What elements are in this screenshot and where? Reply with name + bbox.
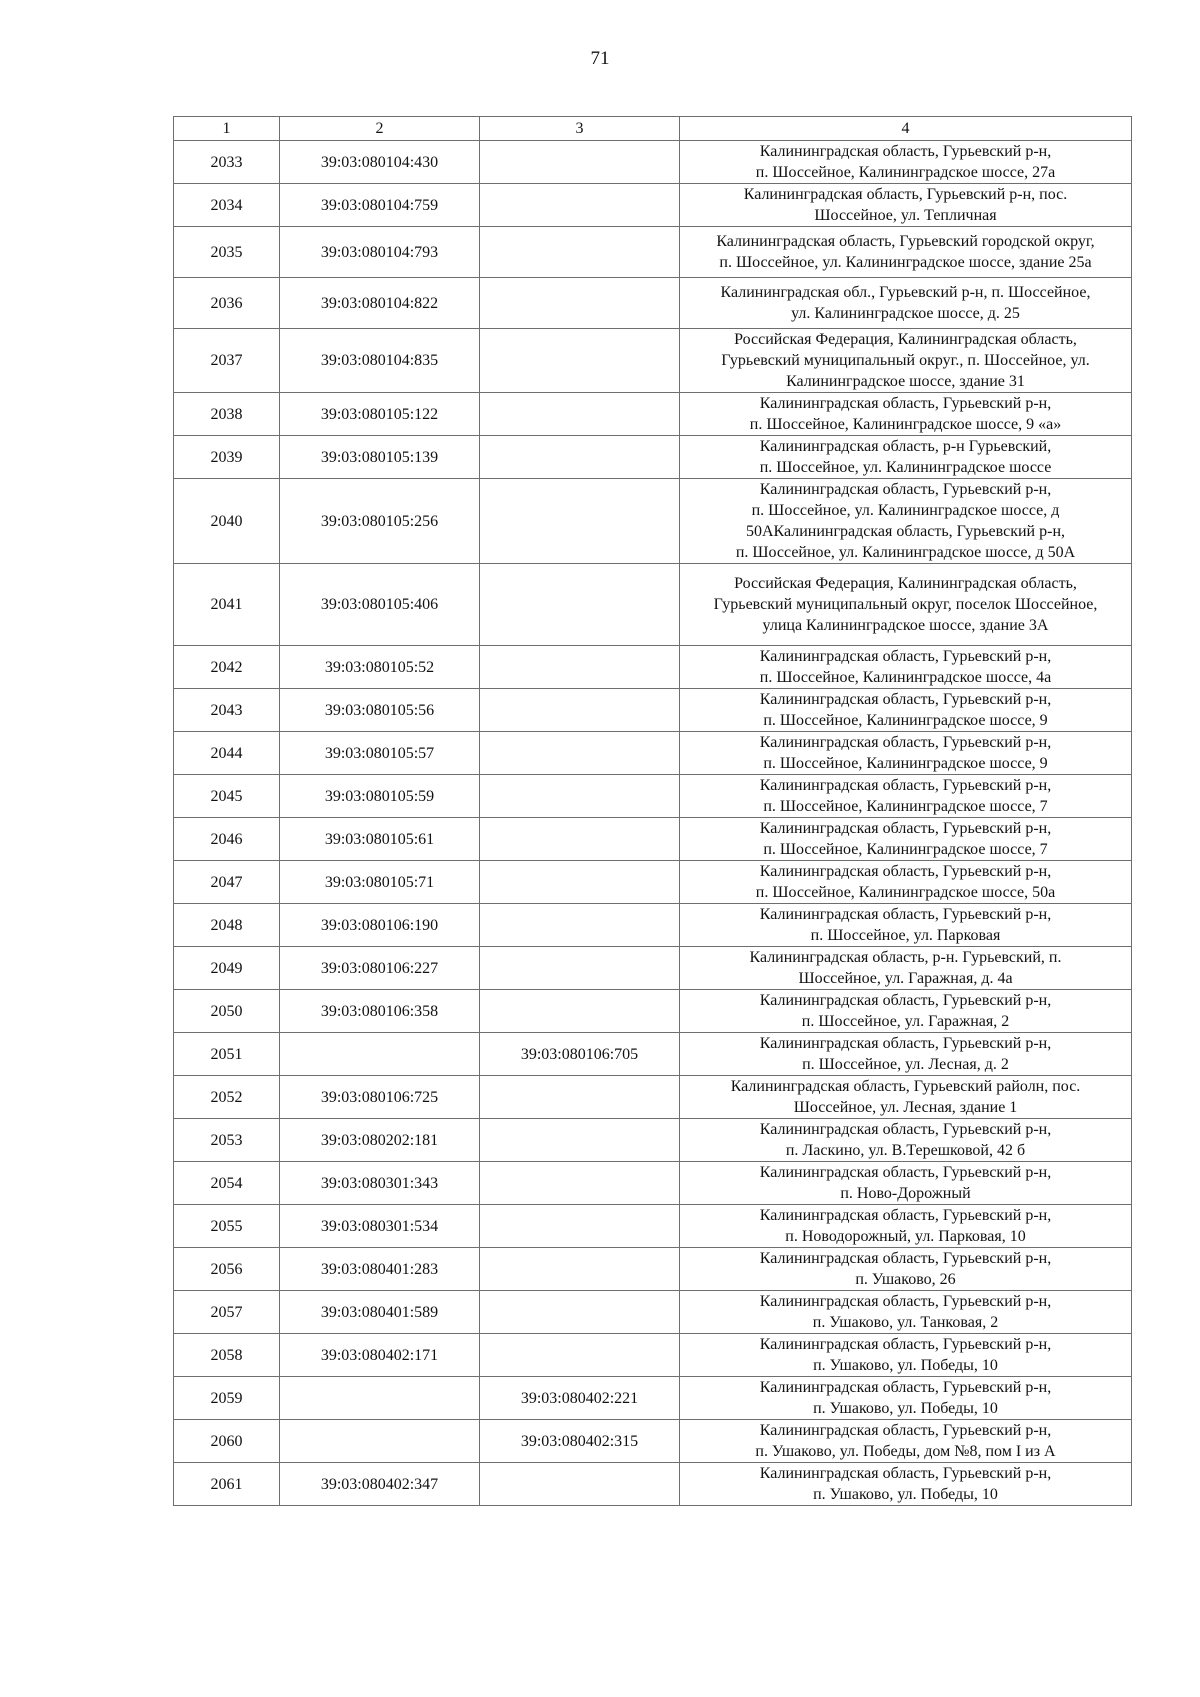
cadastral-number-cell: 39:03:080402:347 [280, 1463, 480, 1506]
cadastral-number-cell: 39:03:080105:71 [280, 861, 480, 904]
address-line: п. Шоссейное, Калининградское шоссе, 4а [759, 669, 1052, 686]
row-number-cell: 2052 [174, 1076, 280, 1119]
address-line: Калининградская область, Гурьевский р-н, [759, 734, 1052, 751]
address-line: Калининградская область, Гурьевский р-н, [759, 1293, 1052, 1310]
address-cell [680, 393, 1132, 436]
cadastral-number-alt-cell [480, 1463, 680, 1506]
address-line: п. Ушаково, 26 [855, 1271, 956, 1288]
address-cell [680, 1420, 1132, 1463]
table-row [174, 904, 1132, 947]
cadastral-number-cell: 39:03:080105:122 [280, 393, 480, 436]
row-number-cell: 2053 [174, 1119, 280, 1162]
row-number-cell: 2061 [174, 1463, 280, 1506]
row-number-cell: 2059 [174, 1377, 280, 1420]
cadastral-number-cell: 39:03:080401:283 [280, 1248, 480, 1291]
cadastral-number-cell: 39:03:080106:227 [280, 947, 480, 990]
address-cell [680, 775, 1132, 818]
cadastral-number-alt-cell [480, 689, 680, 732]
row-number-cell: 2050 [174, 990, 280, 1033]
cadastral-number-cell: 39:03:080104:430 [280, 141, 480, 184]
address-cell [680, 564, 1132, 646]
address-line: Калининградская обл., Гурьевский р-н, п. Шоссейное, [720, 284, 1091, 301]
address-line: Калининградская область, Гурьевский р-н, [759, 648, 1052, 665]
cadastral-number-alt-cell [480, 141, 680, 184]
address-line: Калининградская область, р-н. Гурьевский, п. [749, 949, 1062, 966]
cadastral-number-cell: 39:03:080105:59 [280, 775, 480, 818]
table-row [174, 947, 1132, 990]
cadastral-number-alt-cell [480, 732, 680, 775]
row-number-cell: 2056 [174, 1248, 280, 1291]
cadastral-number-alt-cell [480, 436, 680, 479]
address-cell [680, 1291, 1132, 1334]
cadastral-number-cell [280, 1033, 480, 1076]
cadastral-number-alt-cell: 39:03:080106:705 [480, 1033, 680, 1076]
address-line: Гурьевский муниципальный округ, поселок Шоссейное, [713, 596, 1098, 613]
row-number-cell: 2048 [174, 904, 280, 947]
row-number-cell: 2051 [174, 1033, 280, 1076]
address-line: Калининградская область, Гурьевский р-н, [759, 1422, 1052, 1439]
cadastral-number-cell [280, 1377, 480, 1420]
cadastral-number-cell: 39:03:080105:57 [280, 732, 480, 775]
header-row [174, 117, 1132, 141]
cadastral-number-cell [280, 1420, 480, 1463]
row-number-cell: 2060 [174, 1420, 280, 1463]
address-line: Калининградская область, Гурьевский р-н, [759, 1207, 1052, 1224]
table-row [174, 184, 1132, 227]
address-line: Российская Федерация, Калининградская область, [734, 575, 1077, 592]
cadastral-number-cell: 39:03:080106:190 [280, 904, 480, 947]
table-body [174, 141, 1132, 1506]
address-line: п. Шоссейное, Калининградское шоссе, 50а [755, 884, 1056, 901]
cadastral-number-alt-cell [480, 329, 680, 393]
address-line: п. Шоссейное, Калининградское шоссе, 9 [763, 712, 1048, 729]
cadastral-number-cell: 39:03:080105:52 [280, 646, 480, 689]
address-line: п. Шоссейное, Калининградское шоссе, 27а [755, 164, 1056, 181]
table-row [174, 1334, 1132, 1377]
table-row [174, 1076, 1132, 1119]
row-number-cell: 2042 [174, 646, 280, 689]
cadastral-number-cell: 39:03:080105:61 [280, 818, 480, 861]
address-line: Калининградская область, р-н Гурьевский, [759, 438, 1052, 455]
cadastral-number-cell: 39:03:080106:358 [280, 990, 480, 1033]
address-line: Калининградская область, Гурьевский р-н, [759, 1164, 1052, 1181]
row-number-cell: 2045 [174, 775, 280, 818]
cadastral-number-cell: 39:03:080105:256 [280, 479, 480, 564]
address-cell [680, 732, 1132, 775]
address-cell [680, 1463, 1132, 1506]
table-row [174, 1162, 1132, 1205]
table-row [174, 564, 1132, 646]
table-row [174, 1377, 1132, 1420]
cadastral-number-alt-cell: 39:03:080402:315 [480, 1420, 680, 1463]
address-line: п. Шоссейное, ул. Лесная, д. 2 [802, 1056, 1009, 1073]
address-cell [680, 1377, 1132, 1420]
row-number-cell: 2049 [174, 947, 280, 990]
address-line: Калининградская область, Гурьевский р-н, [759, 820, 1052, 837]
address-cell [680, 990, 1132, 1033]
address-line: Шоссейное, ул. Гаражная, д. 4а [798, 970, 1013, 987]
address-line: Гурьевский муниципальный округ., п. Шоссейное, ул. [721, 352, 1090, 369]
address-line: п. Новодорожный, ул. Парковая, 10 [785, 1228, 1026, 1245]
page-number: 71 [590, 48, 610, 69]
address-line: п. Ушаково, ул. Победы, 10 [813, 1357, 998, 1374]
cadastral-number-cell: 39:03:080104:835 [280, 329, 480, 393]
table-row [174, 818, 1132, 861]
row-number-cell: 2037 [174, 329, 280, 393]
cadastral-number-alt-cell [480, 990, 680, 1033]
cadastral-number-cell: 39:03:080105:56 [280, 689, 480, 732]
address-line: Российская Федерация, Калининградская область, [734, 331, 1077, 348]
cadastral-number-alt-cell [480, 1162, 680, 1205]
cadastral-number-cell: 39:03:080105:406 [280, 564, 480, 646]
address-line: Калининградская область, Гурьевский р-н, [759, 906, 1052, 923]
column-header: 2 [280, 117, 480, 141]
address-cell [680, 184, 1132, 227]
cadastral-number-cell: 39:03:080402:171 [280, 1334, 480, 1377]
table-row [174, 329, 1132, 393]
cadastral-number-cell: 39:03:080104:793 [280, 227, 480, 278]
address-line: 50АКалининградская область, Гурьевский р-н, [746, 523, 1065, 540]
cadastral-number-alt-cell [480, 227, 680, 278]
table-row [174, 775, 1132, 818]
cadastral-number-alt-cell [480, 947, 680, 990]
address-line: п. Шоссейное, Калининградское шоссе, 7 [763, 798, 1048, 815]
address-line: п. Шоссейное, Калининградское шоссе, 7 [763, 841, 1048, 858]
cadastral-number-alt-cell [480, 904, 680, 947]
row-number-cell: 2047 [174, 861, 280, 904]
table-row [174, 1420, 1132, 1463]
address-line: Шоссейное, ул. Тепличная [814, 207, 997, 224]
cadastral-number-alt-cell [480, 1248, 680, 1291]
cadastral-number-alt-cell [480, 564, 680, 646]
cadastral-number-cell: 39:03:080105:139 [280, 436, 480, 479]
address-line: п. Ушаково, ул. Победы, 10 [813, 1486, 998, 1503]
table-row [174, 278, 1132, 329]
table-row [174, 732, 1132, 775]
cadastral-number-alt-cell [480, 1334, 680, 1377]
row-number-cell: 2054 [174, 1162, 280, 1205]
address-cell [680, 904, 1132, 947]
address-cell [680, 947, 1132, 990]
address-line: п. Ласкино, ул. В.Терешковой, 42 б [785, 1142, 1026, 1159]
cadastral-number-alt-cell [480, 393, 680, 436]
address-line: Калининградская область, Гурьевский р-н, [759, 143, 1052, 160]
table-row [174, 227, 1132, 278]
table-row [174, 1205, 1132, 1248]
row-number-cell: 2058 [174, 1334, 280, 1377]
address-line: Шоссейное, ул. Лесная, здание 1 [793, 1099, 1018, 1116]
row-number-cell: 2034 [174, 184, 280, 227]
address-cell [680, 818, 1132, 861]
address-cell [680, 227, 1132, 278]
row-number-cell: 2040 [174, 479, 280, 564]
table-row [174, 141, 1132, 184]
cadastral-number-alt-cell [480, 278, 680, 329]
address-cell [680, 278, 1132, 329]
address-cell [680, 1033, 1132, 1076]
row-number-cell: 2033 [174, 141, 280, 184]
address-line: п. Ушаково, ул. Победы, дом №8, пом I из А [755, 1443, 1056, 1460]
cadastral-number-alt-cell [480, 818, 680, 861]
address-line: Калининградская область, Гурьевский р-н, [759, 1250, 1052, 1267]
table-row [174, 436, 1132, 479]
cadastral-number-alt-cell [480, 479, 680, 564]
cadastral-number-cell: 39:03:080202:181 [280, 1119, 480, 1162]
cadastral-number-alt-cell [480, 1119, 680, 1162]
registry-table [173, 116, 1132, 1506]
address-cell [680, 329, 1132, 393]
row-number-cell: 2035 [174, 227, 280, 278]
address-line: Калининградская область, Гурьевский р-н, [759, 395, 1052, 412]
table-row [174, 990, 1132, 1033]
address-line: п. Шоссейное, Калининградское шоссе, 9 [763, 755, 1048, 772]
cadastral-number-alt-cell [480, 1076, 680, 1119]
address-cell [680, 1248, 1132, 1291]
address-cell [680, 1076, 1132, 1119]
cadastral-number-cell: 39:03:080401:589 [280, 1291, 480, 1334]
table-row [174, 689, 1132, 732]
table-row [174, 1119, 1132, 1162]
address-line: Калининградская область, Гурьевский городской округ, [716, 233, 1095, 250]
row-number-cell: 2038 [174, 393, 280, 436]
address-line: Калининградская область, Гурьевский р-н, [759, 863, 1052, 880]
table-row [174, 479, 1132, 564]
address-cell [680, 646, 1132, 689]
address-line: Калининградская область, Гурьевский р-н, [759, 992, 1052, 1009]
address-line: п. Шоссейное, ул. Калининградское шоссе [759, 459, 1052, 476]
address-line: ул. Калининградское шоссе, д. 25 [791, 305, 1020, 322]
table-row [174, 393, 1132, 436]
cadastral-number-cell: 39:03:080301:534 [280, 1205, 480, 1248]
address-line: п. Шоссейное, ул. Парковая [810, 927, 1001, 944]
address-line: п. Шоссейное, Калининградское шоссе, 9 «а» [749, 416, 1062, 433]
table-row [174, 1033, 1132, 1076]
cadastral-number-alt-cell [480, 1291, 680, 1334]
address-cell [680, 1205, 1132, 1248]
column-header: 1 [174, 117, 280, 141]
row-number-cell: 2039 [174, 436, 280, 479]
address-cell [680, 1334, 1132, 1377]
row-number-cell: 2036 [174, 278, 280, 329]
address-line: Калининградская область, Гурьевский р-н, [759, 1465, 1052, 1482]
address-cell [680, 436, 1132, 479]
column-header: 3 [480, 117, 680, 141]
address-line: п. Шоссейное, ул. Гаражная, 2 [801, 1013, 1010, 1030]
address-line: Калининградская область, Гурьевский р-н, [759, 1035, 1052, 1052]
table-row [174, 861, 1132, 904]
address-line: Калининградская область, Гурьевский р-н, [759, 777, 1052, 794]
address-line: п. Шоссейное, ул. Калининградское шоссе, д 50А [735, 544, 1076, 561]
cadastral-number-cell: 39:03:080104:759 [280, 184, 480, 227]
row-number-cell: 2043 [174, 689, 280, 732]
cadastral-number-alt-cell [480, 646, 680, 689]
address-line: Калининградская область, Гурьевский р-н, [759, 481, 1052, 498]
row-number-cell: 2055 [174, 1205, 280, 1248]
address-line: п. Ново-Дорожный [840, 1185, 971, 1202]
row-number-cell: 2041 [174, 564, 280, 646]
cadastral-number-cell: 39:03:080301:343 [280, 1162, 480, 1205]
address-line: Калининградская область, Гурьевский райолн, пос. [730, 1078, 1081, 1095]
address-line: п. Шоссейное, ул. Калининградское шоссе, д [751, 502, 1060, 519]
row-number-cell: 2044 [174, 732, 280, 775]
address-line: Калининградская область, Гурьевский р-н, [759, 1379, 1052, 1396]
cadastral-number-cell: 39:03:080104:822 [280, 278, 480, 329]
address-line: п. Ушаково, ул. Победы, 10 [813, 1400, 998, 1417]
address-line: Калининградское шоссе, здание 31 [786, 373, 1025, 390]
address-line: п. Ушаково, ул. Танковая, 2 [812, 1314, 999, 1331]
address-cell [680, 1119, 1132, 1162]
address-line: п. Шоссейное, ул. Калининградское шоссе, здание 25а [719, 254, 1092, 271]
address-cell [680, 479, 1132, 564]
table-row [174, 646, 1132, 689]
address-line: Калининградская область, Гурьевский р-н, [759, 691, 1052, 708]
address-line: Калининградская область, Гурьевский р-н, [759, 1336, 1052, 1353]
table-row [174, 1463, 1132, 1506]
address-line: Калининградская область, Гурьевский р-н, [759, 1121, 1052, 1138]
address-line: Калининградская область, Гурьевский р-н, пос. [743, 186, 1068, 203]
cadastral-number-alt-cell [480, 775, 680, 818]
cadastral-number-cell: 39:03:080106:725 [280, 1076, 480, 1119]
cadastral-number-alt-cell: 39:03:080402:221 [480, 1377, 680, 1420]
row-number-cell: 2046 [174, 818, 280, 861]
table-row [174, 1291, 1132, 1334]
column-header: 4 [680, 117, 1132, 141]
address-cell [680, 141, 1132, 184]
table-row [174, 1248, 1132, 1291]
address-line: улица Калининградское шоссе, здание 3А [762, 617, 1049, 634]
cadastral-number-alt-cell [480, 861, 680, 904]
address-cell [680, 1162, 1132, 1205]
row-number-cell: 2057 [174, 1291, 280, 1334]
cadastral-number-alt-cell [480, 184, 680, 227]
address-cell [680, 689, 1132, 732]
cadastral-number-alt-cell [480, 1205, 680, 1248]
address-cell [680, 861, 1132, 904]
